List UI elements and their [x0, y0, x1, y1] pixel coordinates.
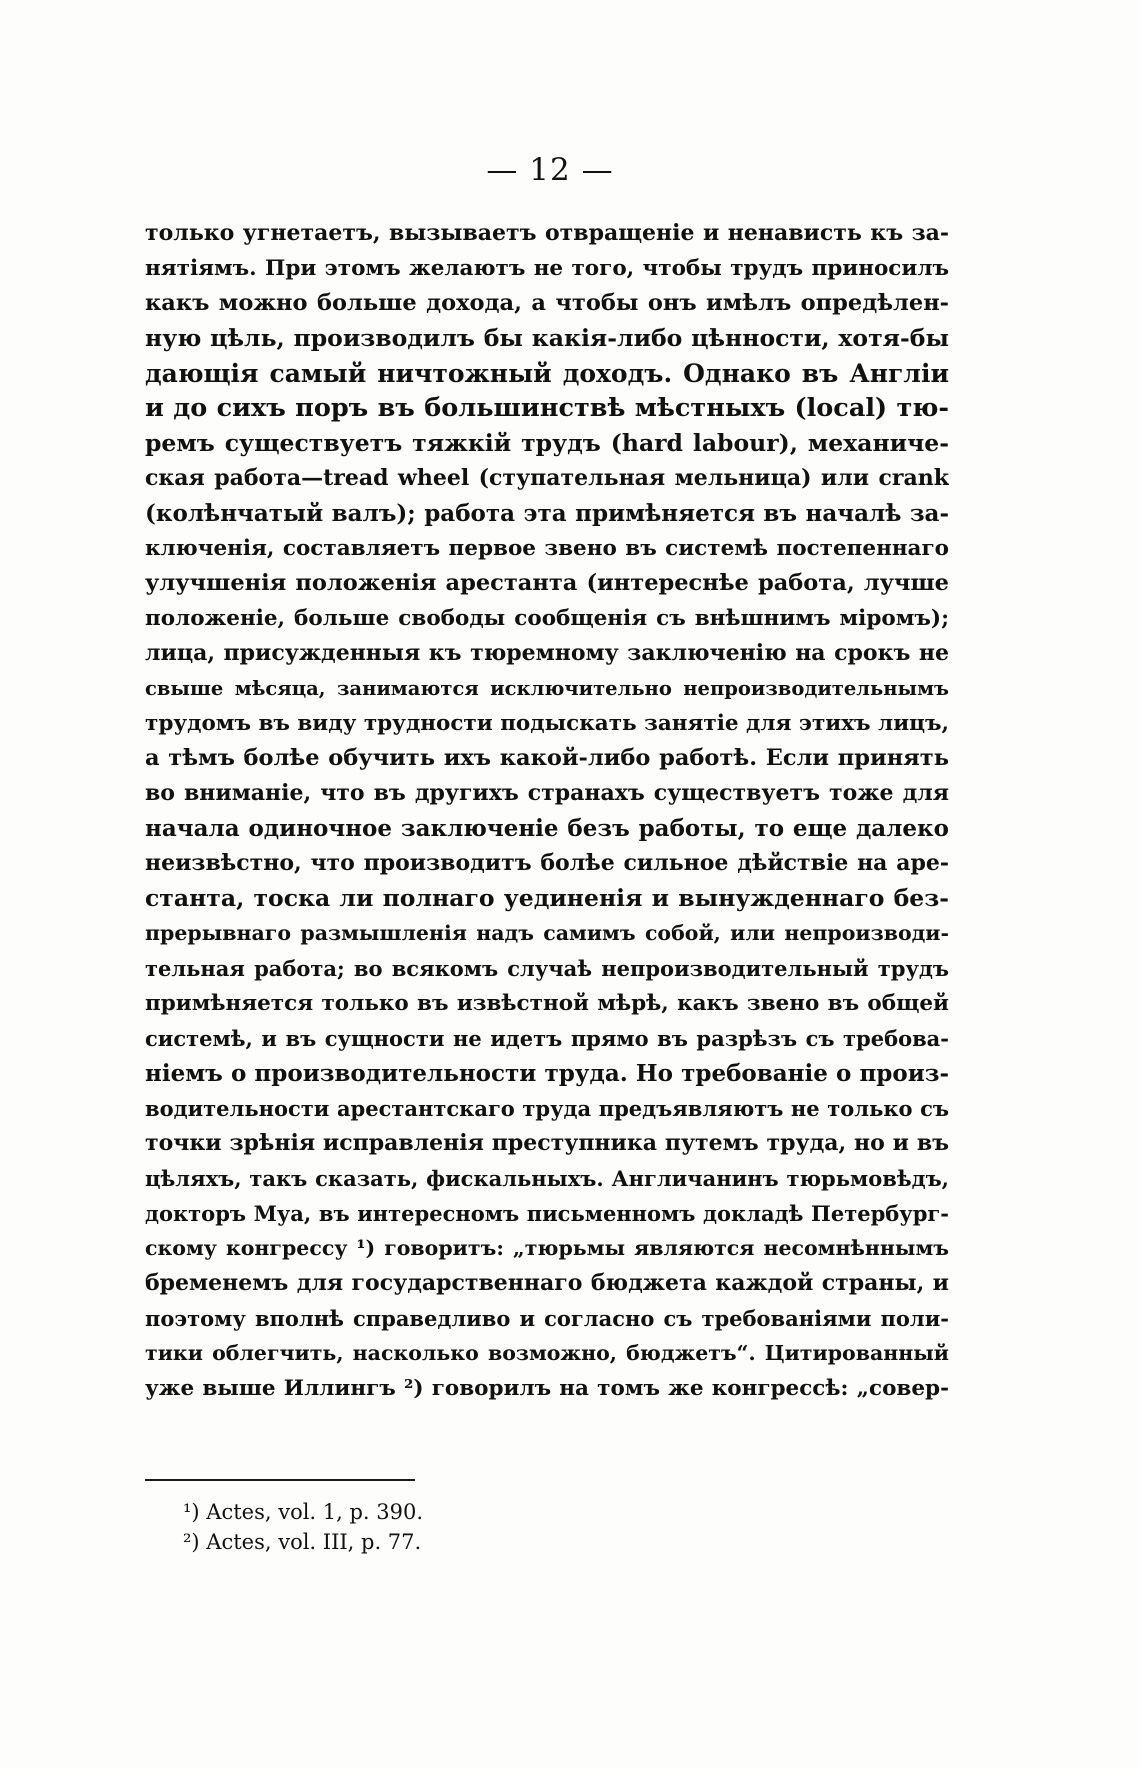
- text-line: нятіямъ. При этомъ желаютъ не того, чтобы трудъ приносилъ: [145, 256, 949, 281]
- text-line: прерывнаго размышленія надъ самимъ собой, или непроизводи-: [145, 921, 949, 945]
- text-line: свыше мѣсяца, занимаются исключительно непроизводительнымъ: [145, 677, 949, 700]
- text-line: ніемъ о производительности труда. Но требованіе о произ-: [145, 1060, 949, 1087]
- text-line: тельная работа; во всякомъ случаѣ непроизводительный трудъ: [145, 956, 949, 981]
- text-line: бременемъ для государственнаго бюджета каждой страны, и: [145, 1270, 949, 1296]
- text-line: во вниманіе, что въ другихъ странахъ существуетъ тоже для: [145, 780, 949, 806]
- text-line: цѣляхъ, такъ сказать, фискальныхъ. Англичанинъ тюрьмовѣдъ,: [145, 1166, 949, 1191]
- text-line: а тѣмъ болѣе обучить ихъ какой-либо работѣ. Если принять: [145, 745, 949, 771]
- footnote-divider: [145, 1479, 415, 1481]
- text-line: ключенія, составляетъ первое звено въ системѣ постепеннаго: [145, 536, 949, 561]
- text-line: трудомъ въ виду трудности подыскать занятіе для этихъ лицъ,: [145, 711, 949, 736]
- text-line: докторъ Муа, въ интересномъ письменномъ докладѣ Петербург-: [145, 1201, 949, 1226]
- text-line: скому конгрессу ¹) говоритъ: „тюрьмы являются несомнѣннымъ: [145, 1236, 949, 1260]
- text-line: положеніе, больше свободы сообщенія съ внѣшнимъ міромъ);: [145, 606, 949, 631]
- text-line: улучшенія положенія арестанта (интереснѣе работа, лучше: [145, 570, 949, 596]
- text-line: точки зрѣнія исправленія преступника путемъ труда, но и въ: [145, 1130, 949, 1156]
- footnote: ¹) Actes, vol. 1, p. 390.: [183, 1500, 424, 1524]
- text-line: поэтому вполнѣ справедливо и согласно съ требованіями поли-: [145, 1306, 949, 1331]
- text-line: примѣняется только въ извѣстной мѣрѣ, какъ звено въ общей: [145, 991, 949, 1016]
- text-line: неизвѣстно, что производитъ болѣе сильное дѣйствіе на аре-: [145, 850, 949, 876]
- text-line: системѣ, и въ сущности не идетъ прямо въ разрѣзъ съ требова-: [145, 1026, 949, 1051]
- page-number: — 12 —: [486, 152, 614, 188]
- text-line: лица, присужденныя къ тюремному заключенію на срокъ не: [145, 640, 949, 666]
- text-line: (колѣнчатый валъ); работа эта примѣняется въ началѣ за-: [145, 500, 949, 527]
- footnotes: [183, 1497, 423, 1557]
- text-line: какъ можно больше дохода, а чтобы онъ имѣлъ опредѣлен-: [145, 290, 949, 316]
- footnote: ²) Actes, vol. III, p. 77.: [183, 1530, 422, 1554]
- text-line: дающія самый ничтожный доходъ. Однако въ Англіи: [145, 359, 949, 388]
- text-line: тики облегчить, насколько возможно, бюджетъ“. Цитированный: [145, 1341, 949, 1365]
- text-line: водительности арестантскаго труда предъявляютъ не только съ: [145, 1096, 949, 1121]
- text-line: ную цѣль, производилъ бы какія-либо цѣнности, хотя-бы: [145, 324, 949, 352]
- text-line: и до сихъ поръ въ большинствѣ мѣстныхъ (local) тю-: [145, 393, 949, 423]
- text-line: станта, тоска ли полнаго уединенія и вынужденнаго без-: [145, 884, 949, 912]
- text-line: начала одиночное заключеніе безъ работы, то еще далеко: [145, 815, 949, 842]
- text-line: уже выше Иллингъ ²) говорилъ на томъ же конгрессѣ: „совер-: [145, 1376, 949, 1401]
- text-line: ская работа—tread wheel (ступательная мельница) или crank: [145, 465, 949, 491]
- body-text: [145, 216, 949, 1406]
- text-line: только угнетаетъ, вызываетъ отвращеніе и ненависть къ за-: [145, 220, 949, 246]
- text-line: ремъ существуетъ тяжкій трудъ (hard labour), механиче-: [145, 429, 949, 457]
